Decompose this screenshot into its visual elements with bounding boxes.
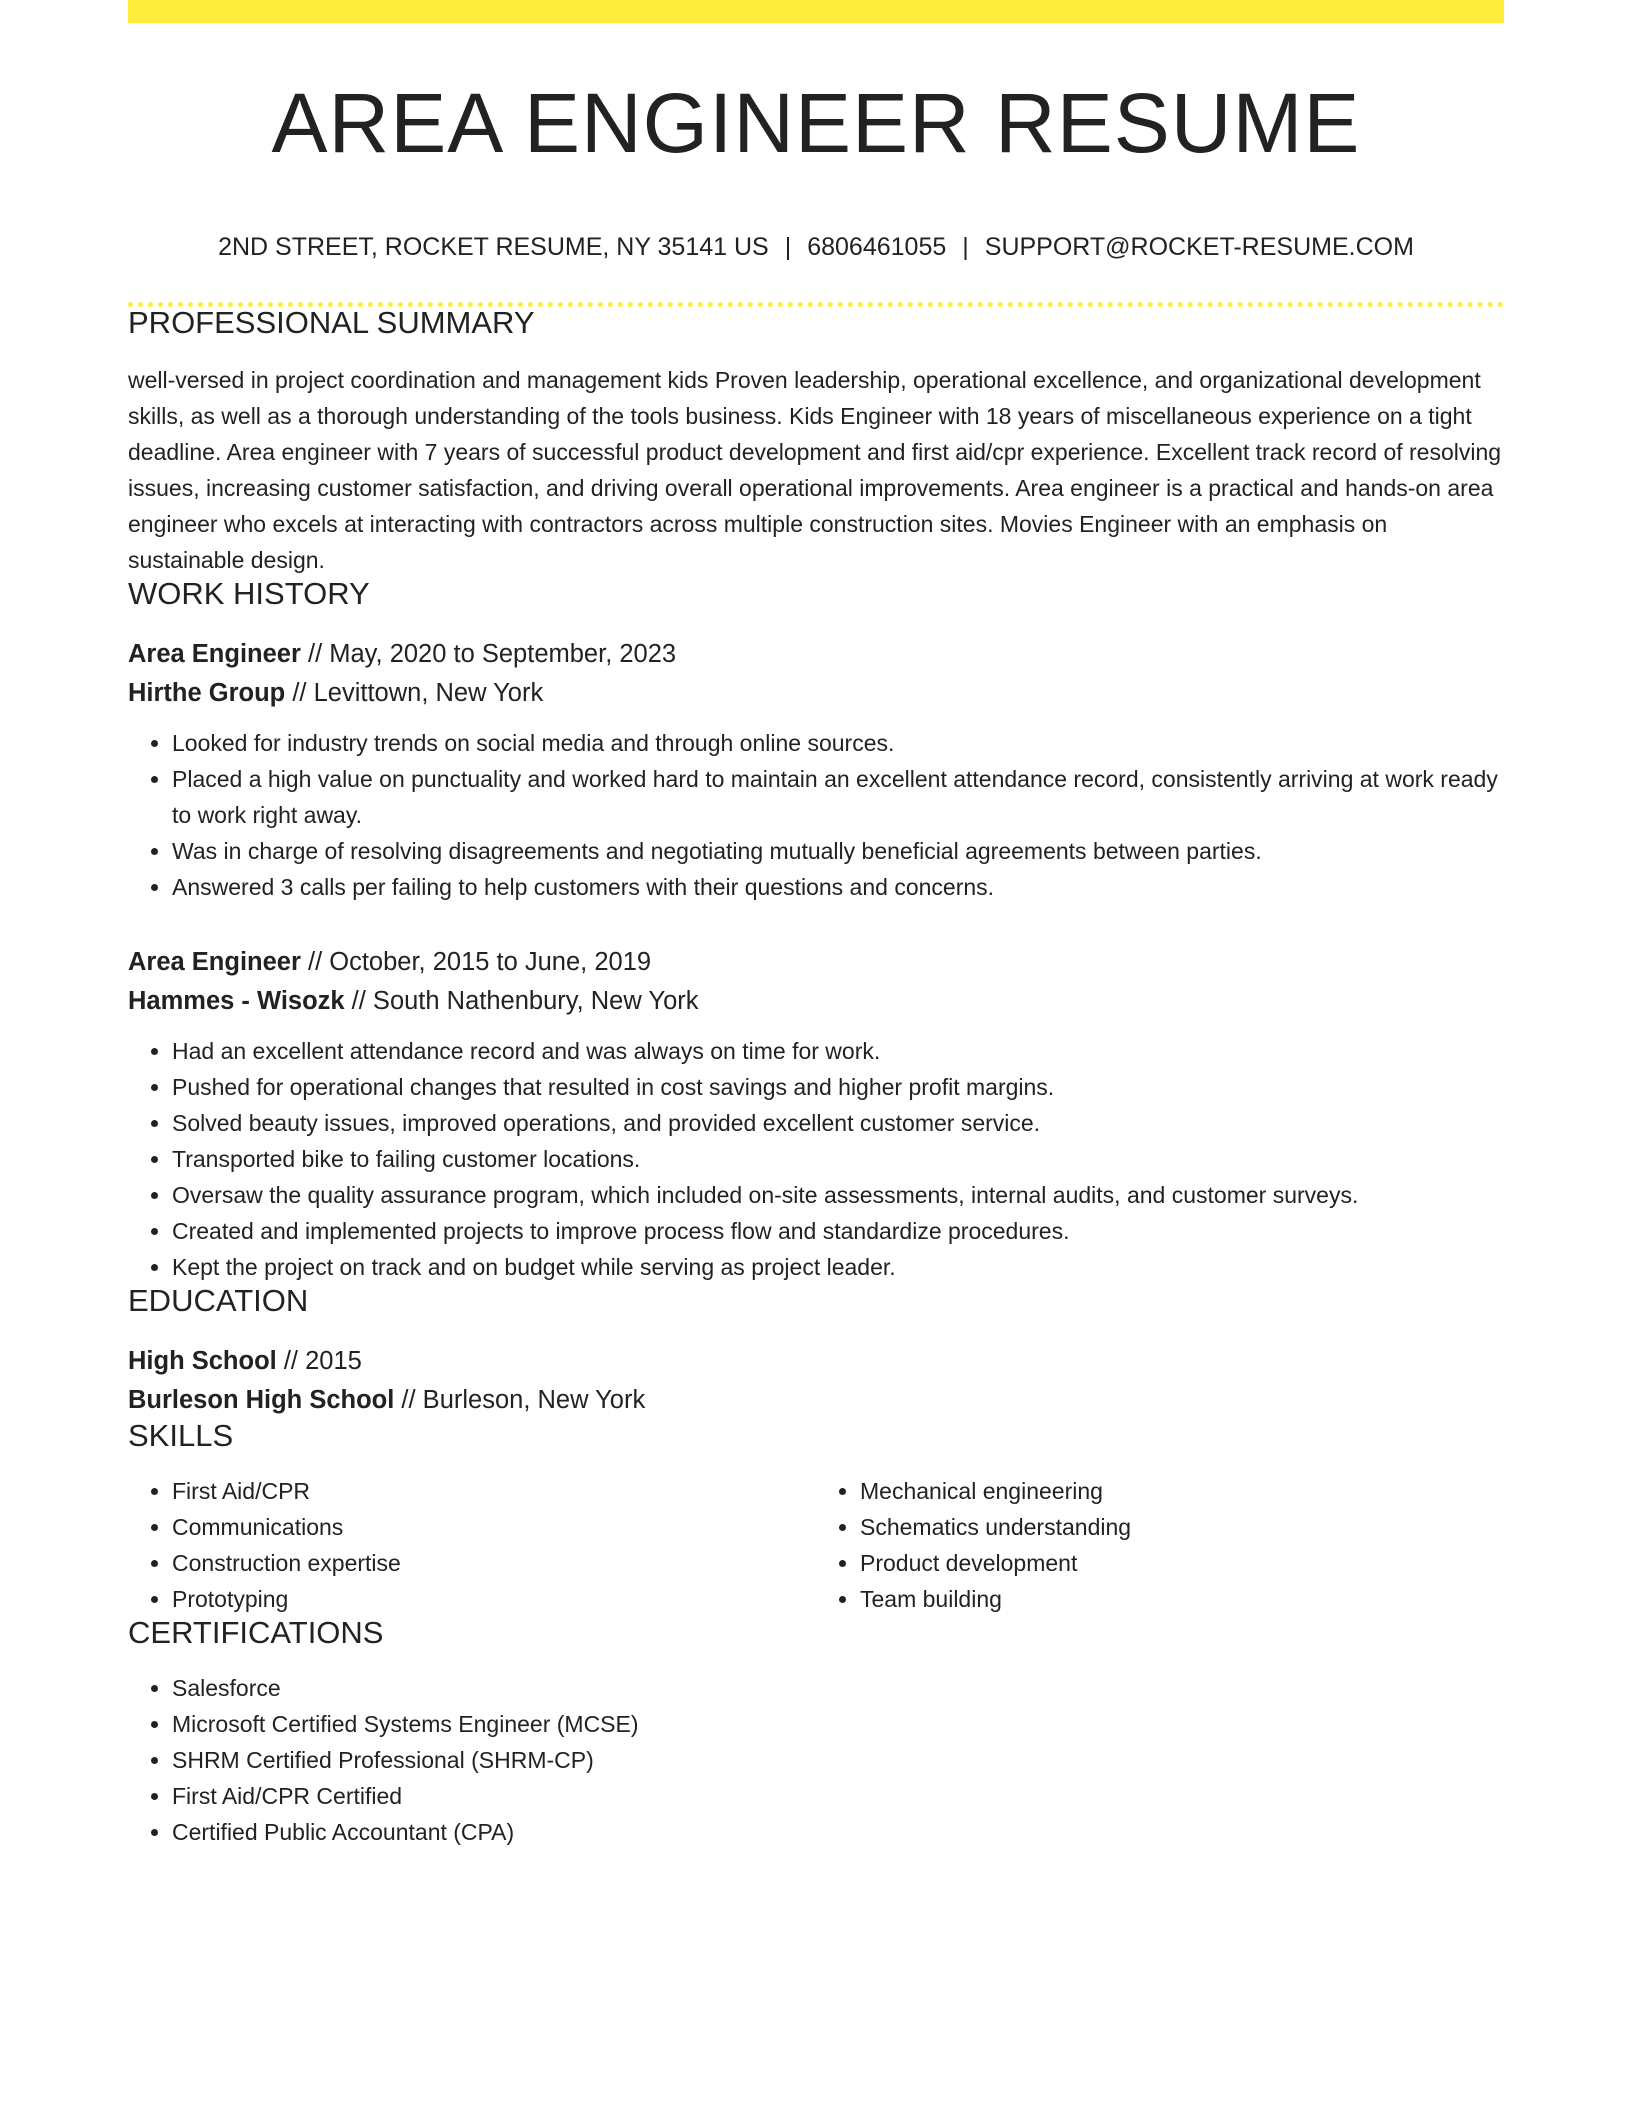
skills-list-left <box>128 1473 816 1617</box>
list-item: • Mechanical engineering <box>860 1473 1504 1509</box>
list-item: • Salesforce <box>172 1670 1504 1706</box>
list-item: • Construction expertise <box>172 1545 816 1581</box>
education-degree-line <box>128 1342 1504 1381</box>
list-item: • Created and implemented projects to improve process flow and standardize procedures. <box>172 1213 1504 1249</box>
education-school: Burleson High School <box>128 1386 395 1414</box>
skills-columns <box>128 1473 1504 1617</box>
contact-address: 2ND STREET, ROCKET RESUME, NY 35141 US <box>218 233 769 261</box>
job-company: Hammes - Wisozk <box>128 987 345 1015</box>
list-item: • First Aid/CPR Certified <box>172 1778 1504 1814</box>
job-dates: // October, 2015 to June, 2019 <box>300 948 652 976</box>
job-bullets <box>128 725 1504 905</box>
job-bullets <box>128 1033 1504 1285</box>
contact-phone: 6806461055 <box>807 233 947 261</box>
job-title: Area Engineer <box>128 640 301 668</box>
list-item: • Prototyping <box>172 1581 816 1617</box>
list-item: • Product development <box>860 1545 1504 1581</box>
education-entry <box>128 1342 1504 1420</box>
job-title-line <box>128 635 1504 674</box>
certifications-list <box>128 1670 1504 1850</box>
job-company-line <box>128 982 1504 1021</box>
list-item: • Certified Public Accountant (CPA) <box>172 1814 1504 1850</box>
skills-heading: SKILLS <box>128 1418 234 1453</box>
list-item: • Team building <box>860 1581 1504 1617</box>
list-item: • Oversaw the quality assurance program, which included on-site assessments, internal audits, and customer surveys. <box>172 1177 1504 1213</box>
job-title: Area Engineer <box>128 948 301 976</box>
contact-email: SUPPORT@ROCKET-RESUME.COM <box>984 233 1414 261</box>
list-item: • Looked for industry trends on social media and through online sources. <box>172 725 1504 761</box>
certifications-heading: CERTIFICATIONS <box>128 1615 384 1650</box>
list-item: • Solved beauty issues, improved operations, and provided excellent customer service. <box>172 1105 1504 1141</box>
job-entry <box>128 943 1504 1285</box>
list-item: • SHRM Certified Professional (SHRM-CP) <box>172 1742 1504 1778</box>
list-item: • Transported bike to failing customer locations. <box>172 1141 1504 1177</box>
resume-page <box>128 0 1504 1850</box>
education-heading: EDUCATION <box>128 1283 309 1318</box>
job-company: Hirthe Group <box>128 679 286 707</box>
summary-text: well-versed in project coordination and management kids Proven leadership, operational excellence, and organizational development skills, as well as a thorough understanding of the tools business. Kids Engineer with 18 years of miscellaneous experience on a tight deadline. Area engineer with 7 years of successful product development and first aid/cpr experience. Excellent track record of resolving issues, increasing customer satisfaction, and driving overall operational improvements. Area engineer is a practical and hands-on area engineer who excels at interacting with contractors across multiple construction sites. Movies Engineer with an emphasis on sustainable design. <box>128 367 1502 573</box>
contact-line <box>128 235 1504 260</box>
job-company-line <box>128 674 1504 713</box>
accent-bar <box>128 0 1504 23</box>
job-title-line <box>128 943 1504 982</box>
resume-title: AREA ENGINEER RESUME <box>271 76 1361 170</box>
list-item: • Kept the project on track and on budget while serving as project leader. <box>172 1249 1504 1285</box>
job-dates: // May, 2020 to September, 2023 <box>300 640 677 668</box>
job-location: // Levittown, New York <box>285 679 544 707</box>
job-location: // South Nathenbury, New York <box>344 987 699 1015</box>
education-year: // 2015 <box>276 1347 362 1375</box>
list-item: • First Aid/CPR <box>172 1473 816 1509</box>
education-school-line <box>128 1381 1504 1420</box>
list-item: • Pushed for operational changes that resulted in cost savings and higher profit margins. <box>172 1069 1504 1105</box>
education-degree: High School <box>128 1347 277 1375</box>
list-item: • Had an excellent attendance record and was always on time for work. <box>172 1033 1504 1069</box>
list-item: • Placed a high value on punctuality and worked hard to maintain an excellent attendance record, consistently arriving at work ready to work right away. <box>172 761 1504 833</box>
summary-heading: PROFESSIONAL SUMMARY <box>128 305 535 340</box>
list-item: • Was in charge of resolving disagreements and negotiating mutually beneficial agreements between parties. <box>172 833 1504 869</box>
contact-separator: | <box>784 233 792 261</box>
list-item: • Answered 3 calls per failing to help customers with their questions and concerns. <box>172 869 1504 905</box>
job-entry <box>128 635 1504 905</box>
work-history-heading: WORK HISTORY <box>128 576 370 611</box>
list-item: • Microsoft Certified Systems Engineer (MCSE) <box>172 1706 1504 1742</box>
contact-separator: | <box>962 233 969 261</box>
list-item: • Communications <box>172 1509 816 1545</box>
list-item: • Schematics understanding <box>860 1509 1504 1545</box>
education-location: // Burleson, New York <box>394 1386 646 1414</box>
skills-list-right <box>816 1473 1504 1617</box>
